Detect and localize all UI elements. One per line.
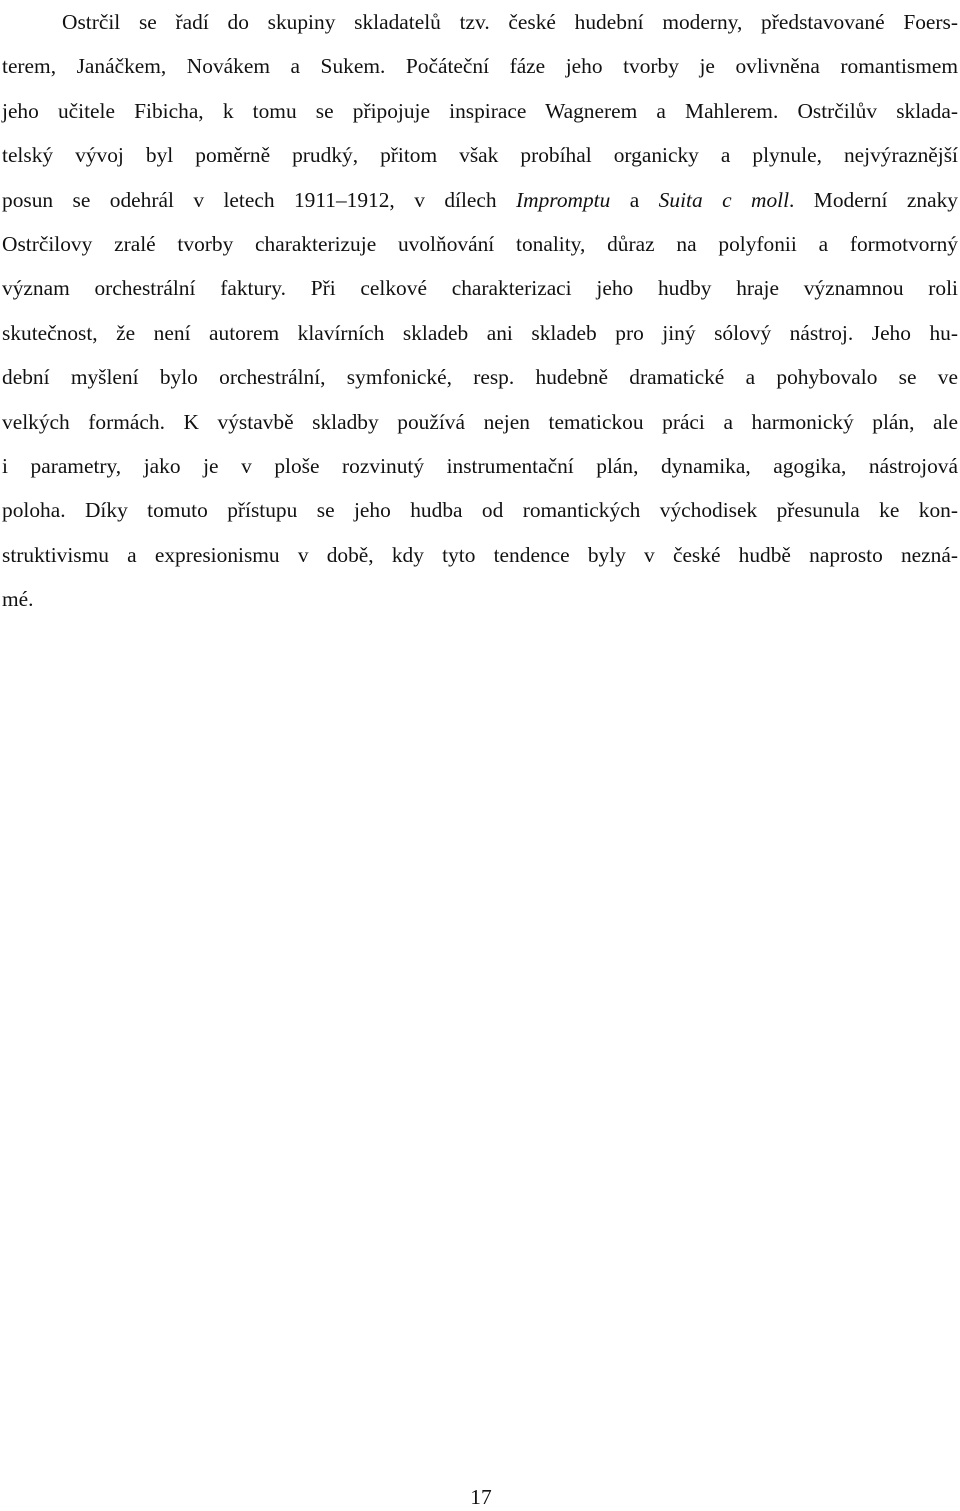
- text-segment: . Moderní znaky: [789, 187, 958, 212]
- text-segment: poloha. Díky tomuto přístupu se jeho hudba od romantických východisek přesunula ke kon-: [2, 498, 958, 523]
- paragraph-line: [2, 89, 958, 133]
- text-segment: terem, Janáčkem, Novákem a Sukem. Počáteční fáze jeho tvorby je ovlivněna romantismem: [2, 54, 958, 79]
- text-segment: velkých formách. K výstavbě skladby používá nejen tematickou práci a harmonický plán, ale: [2, 409, 958, 434]
- paragraph-line: [2, 488, 958, 532]
- text-segment: telský vývoj byl poměrně prudký, přitom však probíhal organicky a plynule, nejvýraznější: [2, 143, 958, 168]
- text-segment: i parametry, jako je v ploše rozvinutý instrumentační plán, dynamika, agogika, nástrojová: [2, 453, 958, 478]
- text-segment: posun se odehrál v letech 1911–1912, v dílech: [2, 187, 517, 212]
- paragraph-line: [2, 266, 958, 310]
- text-segment: struktivismu a expresionismu v době, kdy tyto tendence byly v české hudbě naprosto nezná-: [2, 542, 958, 567]
- paragraph-line: [2, 355, 958, 399]
- text-segment: význam orchestrální faktury. Při celkové charakterizaci jeho hudby hraje významnou roli: [2, 276, 958, 301]
- paragraph-line: [2, 0, 958, 44]
- text-segment: jeho učitele Fibicha, k tomu se připojuje inspirace Wagnerem a Mahlerem. Ostrčilův sklada-: [2, 98, 958, 123]
- body-paragraph: [2, 0, 958, 621]
- paragraph-line: [2, 444, 958, 488]
- text-segment: Ostrčilovy zralé tvorby charakterizuje uvolňování tonality, důraz na polyfonii a formotvorný: [2, 231, 958, 256]
- text-segment: a: [610, 187, 659, 212]
- paragraph-line: [2, 311, 958, 355]
- page-number: 17: [470, 1485, 492, 1509]
- paragraph-line: [2, 222, 958, 266]
- paragraph-line: [2, 133, 958, 177]
- paragraph-line: [2, 178, 958, 222]
- text-segment: dební myšlení bylo orchestrální, symfonické, resp. hudebně dramatické a pohybovalo se ve: [2, 365, 958, 390]
- text-segment: Ostrčil se řadí do skupiny skladatelů tzv. české hudební moderny, představované Foers-: [62, 10, 958, 34]
- text-segment: mé.: [2, 587, 34, 612]
- paragraph-line: [2, 533, 958, 577]
- work-title: Impromptu: [516, 187, 611, 212]
- paragraph-line: [2, 400, 958, 444]
- work-title: Suita c moll: [658, 187, 790, 212]
- paragraph-line: [2, 577, 958, 621]
- paragraph-line: [2, 44, 958, 88]
- text-segment: skutečnost, že není autorem klavírních skladeb ani skladeb pro jiný sólový nástroj. Jeho hu-: [2, 320, 958, 345]
